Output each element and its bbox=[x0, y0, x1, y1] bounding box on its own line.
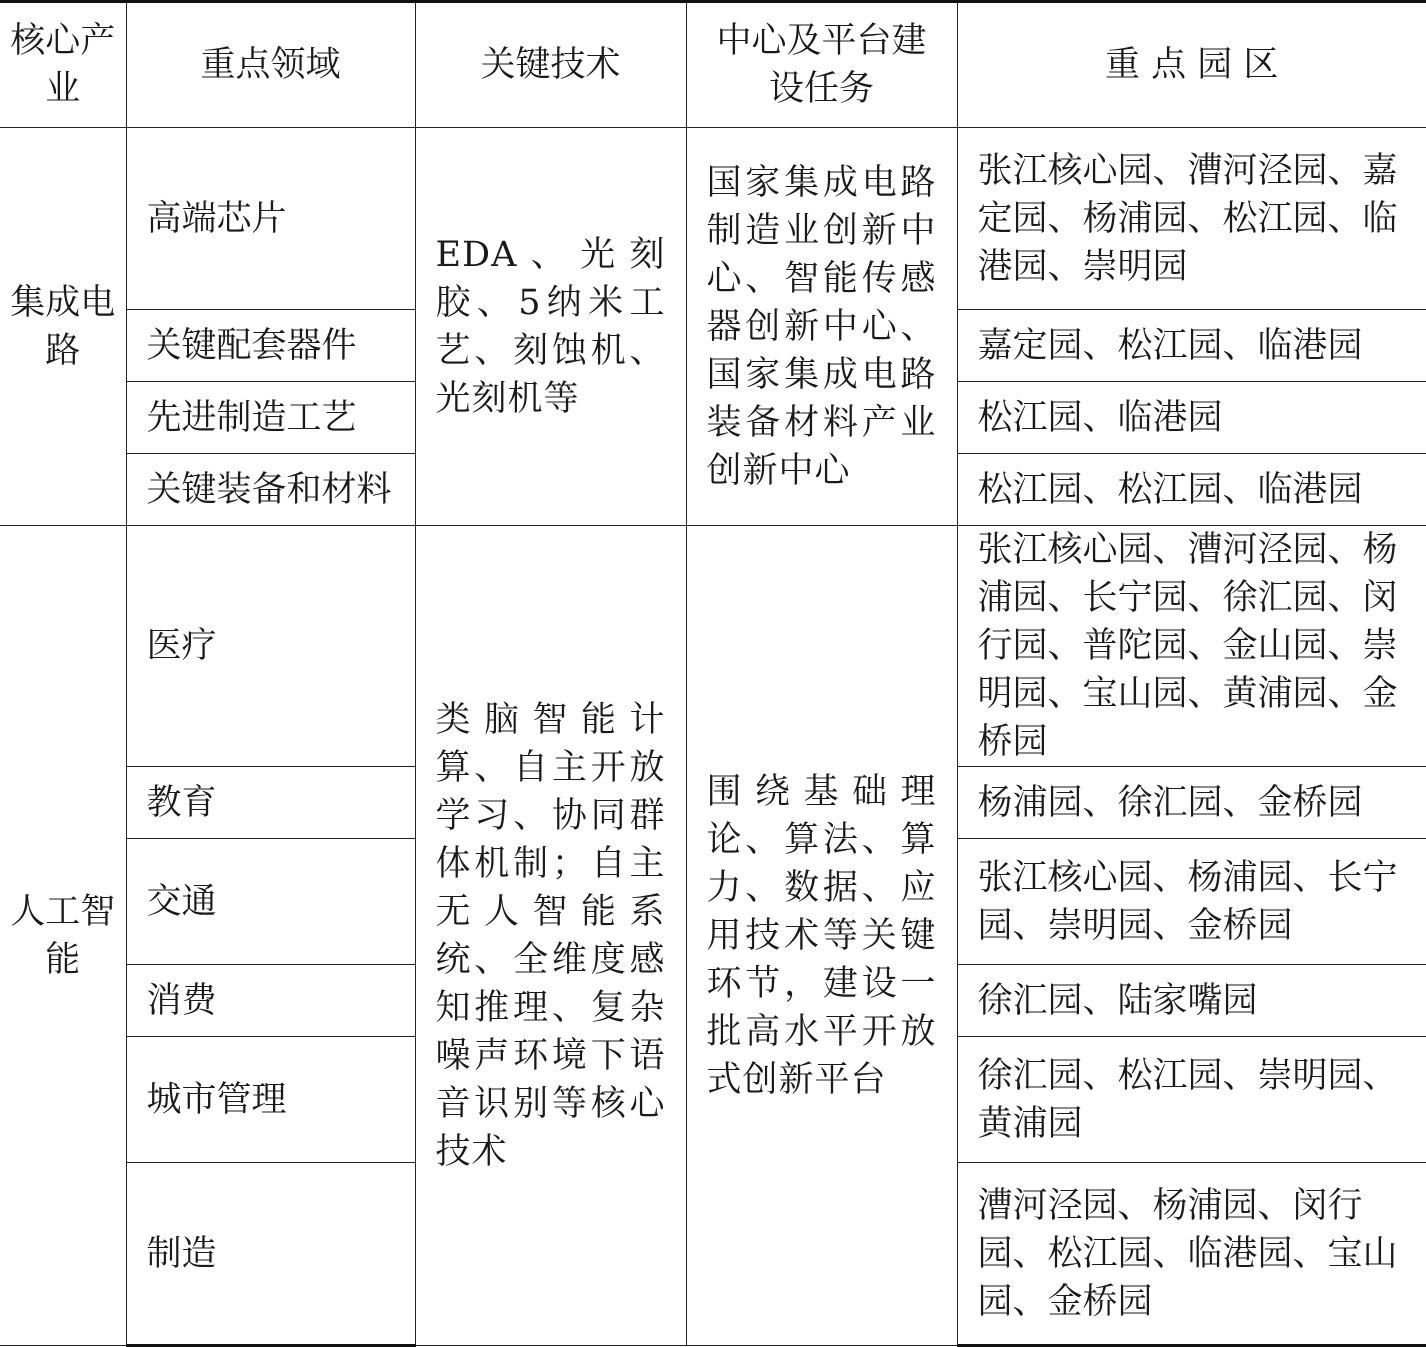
field-cell: 制造 bbox=[126, 1163, 415, 1346]
parks-cell: 嘉定园、松江园、临港园 bbox=[957, 310, 1426, 382]
tech-cell-ai: 类脑智能计算、自主开放学习、协同群体机制；自主无人智能系统、全维度感知推理、复杂噪声环境下语音识别等核心技术 bbox=[415, 526, 686, 1346]
header-key-parks: 重 点 园 区 bbox=[957, 2, 1426, 128]
core-industry-ai: 人工智能 bbox=[0, 526, 126, 1346]
parks-cell: 徐汇园、陆家嘴园 bbox=[957, 965, 1426, 1037]
parks-cell: 漕河泾园、杨浦园、闵行园、松江园、临港园、宝山园、金桥园 bbox=[957, 1163, 1426, 1346]
center-cell-ai: 围绕基础理论、算法、算力、数据、应用技术等关键环节，建设一批高水平开放式创新平台 bbox=[686, 526, 957, 1346]
table-row bbox=[0, 526, 1426, 767]
field-cell: 高端芯片 bbox=[126, 128, 415, 310]
tech-cell-ic: EDA、光刻胶、5纳米工艺、刻蚀机、光刻机等 bbox=[415, 128, 686, 526]
field-cell: 先进制造工艺 bbox=[126, 382, 415, 454]
parks-cell: 张江核心园、漕河泾园、杨浦园、长宁园、徐汇园、闵行园、普陀园、金山园、崇明园、宝山园、黄浦园、金桥园 bbox=[957, 526, 1426, 767]
field-cell: 城市管理 bbox=[126, 1037, 415, 1163]
core-industry-ic: 集成电路 bbox=[0, 128, 126, 526]
parks-cell: 张江核心园、杨浦园、长宁园、崇明园、金桥园 bbox=[957, 839, 1426, 965]
parks-cell: 徐汇园、松江园、崇明园、黄浦园 bbox=[957, 1037, 1426, 1163]
field-cell: 交通 bbox=[126, 839, 415, 965]
parks-cell: 杨浦园、徐汇园、金桥园 bbox=[957, 767, 1426, 839]
field-cell: 医疗 bbox=[126, 526, 415, 767]
table-row bbox=[0, 128, 1426, 310]
header-core-industry: 核心产业 bbox=[0, 2, 126, 128]
center-cell-ic: 国家集成电路制造业创新中心、智能传感器创新中心、国家集成电路装备材料产业创新中心 bbox=[686, 128, 957, 526]
parks-cell: 松江园、临港园 bbox=[957, 382, 1426, 454]
field-cell: 关键装备和材料 bbox=[126, 454, 415, 526]
parks-cell: 松江园、松江园、临港园 bbox=[957, 454, 1426, 526]
header-key-technology: 关键技术 bbox=[415, 2, 686, 128]
header-row bbox=[0, 2, 1426, 128]
field-cell: 消费 bbox=[126, 965, 415, 1037]
header-center-platform: 中心及平台建设任务 bbox=[686, 2, 957, 128]
field-cell: 关键配套器件 bbox=[126, 310, 415, 382]
parks-cell: 张江核心园、漕河泾园、嘉定园、杨浦园、松江园、临港园、崇明园 bbox=[957, 128, 1426, 310]
header-key-field: 重点领域 bbox=[126, 2, 415, 128]
field-cell: 教育 bbox=[126, 767, 415, 839]
